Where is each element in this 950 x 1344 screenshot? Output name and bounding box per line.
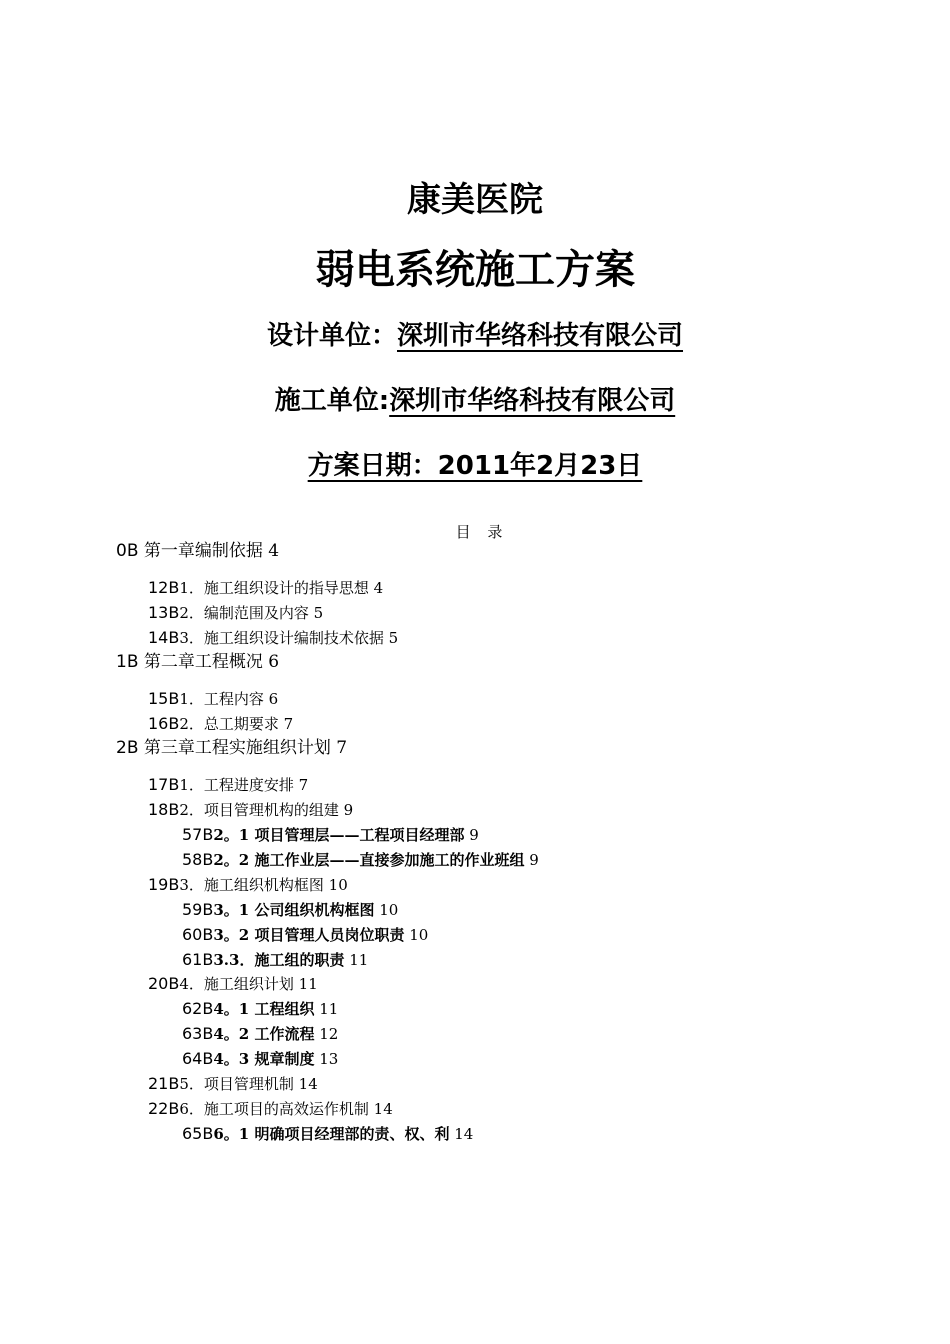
toc-entry[interactable] [182, 999, 338, 1019]
toc-entry-code: 64B [182, 1049, 214, 1068]
design-unit-label: 设计单位： [266, 321, 397, 351]
toc-entry[interactable] [182, 950, 368, 970]
toc-entry-code: 22B [148, 1099, 180, 1118]
toc-entry-page-number: 10 [409, 926, 429, 944]
toc-entry-code: 12B [148, 578, 180, 597]
toc-entry-page-number: 9 [529, 851, 539, 869]
toc-entry-page-number: 14 [298, 1075, 318, 1093]
plan-date-line [0, 445, 950, 482]
toc-entry-page-number: 10 [379, 901, 399, 919]
toc-entry-page-number: 6 [268, 690, 279, 708]
toc-entry-code: 61B [182, 950, 214, 969]
toc-entry-title: 2．编制范围及内容 [179, 604, 309, 622]
toc-entry-page-number: 11 [298, 975, 318, 993]
toc-entry-page-number: 11 [319, 1000, 339, 1018]
toc-entry-code: 16B [148, 714, 180, 733]
toc-heading: 目 录 [455, 523, 509, 541]
toc-entry[interactable] [148, 628, 398, 648]
toc-entry-title: 3.3．施工组的职责 [213, 951, 345, 969]
toc-entry[interactable] [182, 825, 479, 845]
toc-entry[interactable] [148, 974, 318, 994]
construction-unit-value: 深圳市华络科技有限公司 [389, 386, 676, 416]
toc-entry-code: 60B [182, 925, 214, 944]
toc-entry-code: 18B [148, 800, 180, 819]
design-unit-value: 深圳市华络科技有限公司 [397, 321, 684, 351]
toc-entry-code: 21B [148, 1074, 180, 1093]
toc-entry[interactable] [182, 1049, 338, 1069]
toc-entry-page-number: 14 [454, 1125, 474, 1143]
toc-entry[interactable] [148, 1074, 318, 1094]
toc-entry-code: 17B [148, 775, 180, 794]
toc-entry[interactable] [148, 800, 353, 820]
toc-entry-code: 14B [148, 628, 180, 647]
toc-entry-title: 3．施工组织机构框图 [179, 876, 324, 894]
toc-entry-page-number: 9 [469, 826, 479, 844]
toc-entry-page-number: 12 [319, 1025, 339, 1043]
toc-entry-title: 第三章工程实施组织计划 [138, 738, 331, 758]
toc-entry-title: 5．项目管理机制 [179, 1075, 294, 1093]
toc-entry-title: 2。2 施工作业层——直接参加施工的作业班组 [213, 851, 525, 869]
toc-entry-page-number: 7 [336, 738, 348, 758]
toc-entry[interactable] [148, 875, 348, 895]
toc-entry-page-number: 14 [373, 1100, 393, 1118]
toc-entry-title: 3。2 项目管理人员岗位职责 [213, 926, 405, 944]
toc-entry-title: 1．施工组织设计的指导思想 [179, 579, 369, 597]
toc-entry-title: 第一章编制依据 [138, 541, 263, 561]
toc-entry[interactable] [116, 541, 279, 561]
plan-date-text: 方案日期：2011年2月23日 [307, 451, 643, 481]
toc-entry-title: 4．施工组织计划 [179, 975, 294, 993]
toc-entry-code: 58B [182, 850, 214, 869]
toc-entry-code: 0B [116, 541, 139, 561]
toc-entry-code: 65B [182, 1124, 214, 1143]
toc-entry-page-number: 11 [349, 951, 369, 969]
construction-unit-label: 施工单位: [274, 386, 390, 416]
toc-entry-code: 13B [148, 603, 180, 622]
toc-entry-title: 6。1 明确项目经理部的责、权、利 [213, 1125, 450, 1143]
toc-entry-code: 20B [148, 974, 180, 993]
document-title-line2: 弱电系统施工方案 [315, 247, 635, 293]
toc-entry-title: 4。3 规章制度 [213, 1050, 315, 1068]
toc-entry-page-number: 9 [343, 801, 354, 819]
toc-entry-code: 1B [116, 652, 139, 672]
toc-entry[interactable] [148, 714, 293, 734]
toc-entry-page-number: 7 [283, 715, 294, 733]
toc-entry[interactable] [182, 1124, 473, 1144]
toc-entry-title: 6．施工项目的高效运作机制 [179, 1100, 369, 1118]
toc-entry-page-number: 5 [388, 629, 399, 647]
toc-entry[interactable] [148, 1099, 393, 1119]
toc-entry-title: 3．施工组织设计编制技术依据 [179, 629, 384, 647]
document-title-line1: 康美医院 [407, 180, 543, 220]
toc-entry-page-number: 4 [268, 541, 280, 561]
toc-entry-code: 15B [148, 689, 180, 708]
toc-entry-code: 62B [182, 999, 214, 1018]
toc-entry-title: 2．总工期要求 [179, 715, 279, 733]
toc-entry-title: 2．项目管理机构的组建 [179, 801, 339, 819]
toc-entry-title: 2。1 项目管理层——工程项目经理部 [213, 826, 465, 844]
toc-entry-code: 63B [182, 1024, 214, 1043]
toc-entry-code: 59B [182, 900, 214, 919]
toc-entry[interactable] [148, 775, 308, 795]
toc-entry[interactable] [116, 652, 279, 672]
toc-entry[interactable] [116, 738, 347, 758]
toc-entry-title: 4。1 工程组织 [213, 1000, 315, 1018]
design-unit-line [0, 315, 950, 352]
toc-entry-code: 2B [116, 738, 139, 758]
toc-entry-page-number: 6 [268, 652, 280, 672]
toc-entry[interactable] [148, 578, 383, 598]
toc-entry-page-number: 13 [319, 1050, 339, 1068]
toc-entry[interactable] [148, 689, 278, 709]
toc-entry-code: 19B [148, 875, 180, 894]
toc-entry-page-number: 4 [373, 579, 384, 597]
toc-entry[interactable] [148, 603, 323, 623]
toc-entry-title: 3。1 公司组织机构框图 [213, 901, 375, 919]
toc-entry-page-number: 7 [298, 776, 309, 794]
toc-entry-page-number: 10 [328, 876, 348, 894]
construction-unit-line [0, 380, 950, 417]
toc-entry-title: 第二章工程概况 [138, 652, 263, 672]
toc-entry-page-number: 5 [313, 604, 324, 622]
toc-entry-title: 1．工程内容 [179, 690, 264, 708]
toc-entry[interactable] [182, 850, 539, 870]
toc-entry-title: 4。2 工作流程 [213, 1025, 315, 1043]
toc-entry[interactable] [182, 925, 428, 945]
toc-entry[interactable] [182, 1024, 338, 1044]
toc-entry-title: 1．工程进度安排 [179, 776, 294, 794]
toc-entry-code: 57B [182, 825, 214, 844]
toc-entry[interactable] [182, 900, 398, 920]
